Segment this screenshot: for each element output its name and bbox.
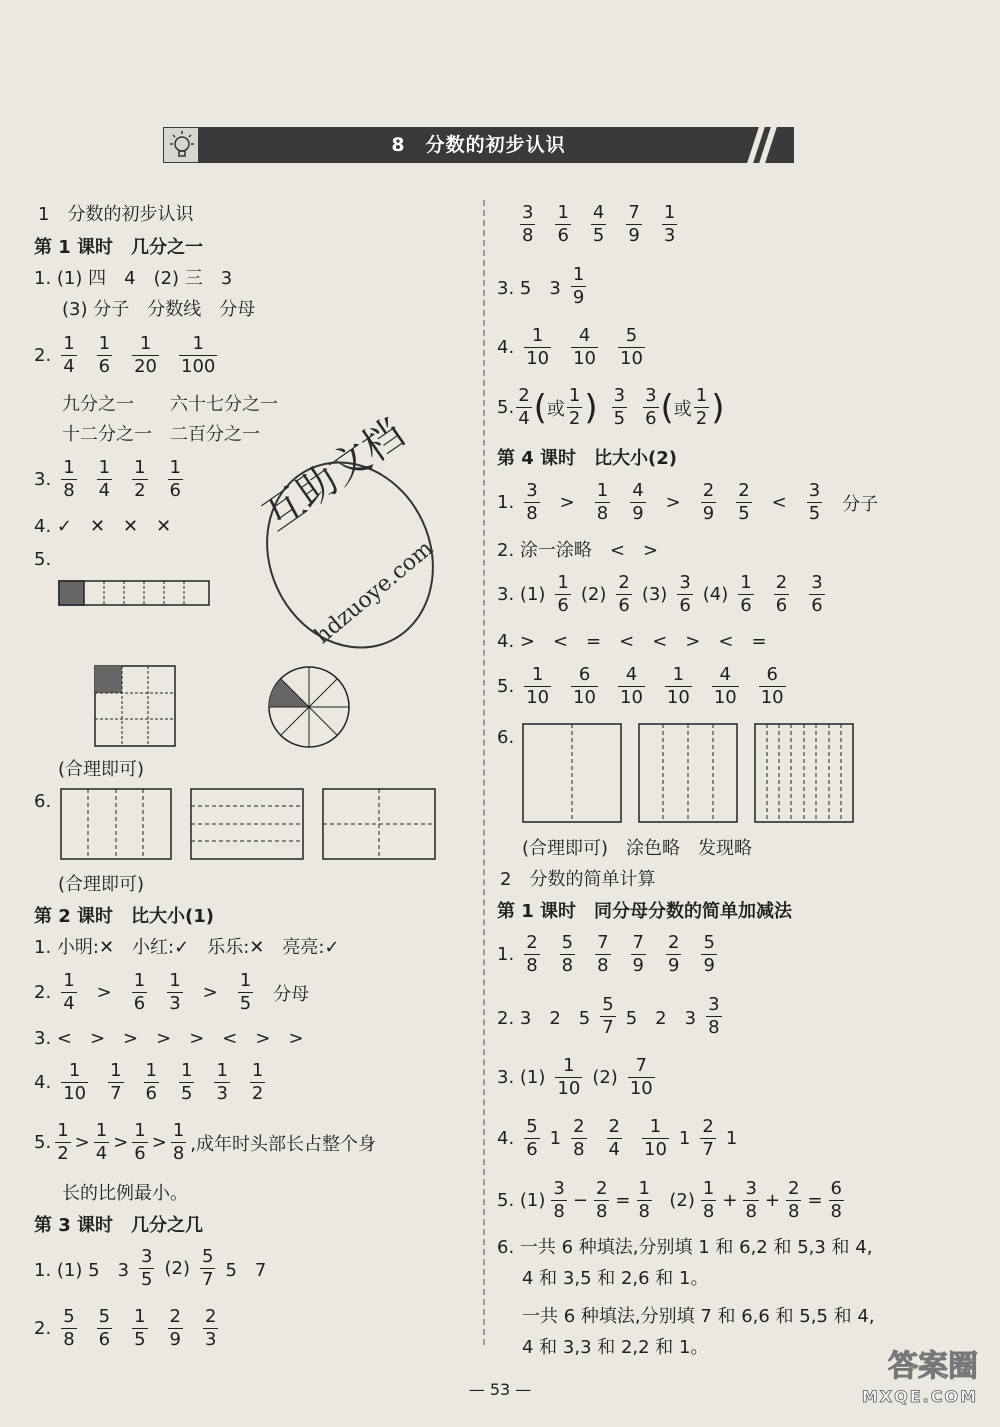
answer-row bbox=[497, 664, 796, 709]
question-number: 4. bbox=[497, 337, 515, 358]
answer-text: 分子 bbox=[842, 493, 879, 515]
fraction: 4 9 bbox=[632, 480, 644, 524]
fraction: 5 10 bbox=[620, 325, 643, 369]
operator: = bbox=[807, 1190, 823, 1211]
fraction: 1 2 bbox=[568, 385, 581, 429]
section-heading: 1 分数的初步认识 bbox=[38, 204, 194, 225]
fraction: 1 10 bbox=[63, 1060, 87, 1104]
note: (合理即可) 涂色略 发现略 bbox=[522, 838, 753, 859]
answer-line: 一共 6 种填法,分别填 7 和 6,6 和 5,5 和 4, bbox=[522, 1306, 875, 1327]
chapter-banner bbox=[163, 127, 794, 163]
answer-text: (2) bbox=[164, 1258, 190, 1279]
answer-line: 4 和 3,3 和 2,2 和 1。 bbox=[522, 1337, 709, 1358]
operator: − bbox=[572, 1190, 588, 1211]
question-number: 3. bbox=[34, 469, 52, 490]
fraction: 1 5 bbox=[239, 970, 252, 1014]
answer-line: 十二分之一 二百分之一 bbox=[62, 424, 260, 445]
answer-text: 3. 5 3 bbox=[497, 277, 561, 299]
fraction: 1 6 bbox=[98, 333, 111, 377]
fraction: $\frac{3}{8}$ bbox=[745, 1178, 757, 1222]
answer-row bbox=[497, 325, 655, 370]
answer-text: 或 bbox=[546, 398, 565, 420]
fraction: 1 5 bbox=[134, 1306, 146, 1350]
fraction: 4 5 bbox=[592, 202, 605, 246]
fraction: 3 8 bbox=[553, 1178, 565, 1222]
rect-split-diagram bbox=[60, 788, 180, 863]
fraction: 2 9 bbox=[169, 1306, 181, 1350]
question-number: 3. (1) bbox=[497, 1067, 546, 1088]
fraction: 1 4 bbox=[63, 970, 75, 1014]
fraction: 6 10 bbox=[760, 664, 784, 708]
question-number: 1. bbox=[497, 944, 515, 965]
answer-row bbox=[497, 264, 596, 309]
fraction: 1 3 bbox=[169, 970, 181, 1014]
fraction: 2 8 bbox=[573, 1116, 585, 1160]
fraction: 1 10 bbox=[557, 1055, 581, 1099]
fraction: 7 9 bbox=[628, 202, 640, 246]
fraction: 1 6 bbox=[740, 572, 752, 616]
fraction: 5 9 bbox=[703, 932, 715, 976]
answer-text: 分母 bbox=[273, 983, 310, 1005]
comparison-sign: > bbox=[96, 982, 112, 1003]
grid-square-diagram bbox=[94, 665, 184, 755]
fraction: 1 3 bbox=[216, 1060, 228, 1104]
fraction: 4 10 bbox=[620, 664, 643, 708]
operator: + bbox=[722, 1190, 738, 1211]
lesson-heading: 第 3 课时 几分之几 bbox=[34, 1215, 204, 1236]
fraction: 4 10 bbox=[713, 664, 737, 708]
fraction: 4 10 bbox=[573, 325, 596, 369]
answer-text: 2. 3 2 5 bbox=[497, 1007, 591, 1029]
comparison-sign: > bbox=[665, 492, 681, 513]
fraction: 1 6 bbox=[145, 1060, 157, 1104]
fraction: 2 4 bbox=[608, 1116, 620, 1160]
fraction: 1 2 bbox=[695, 385, 708, 429]
note: (合理即可) bbox=[58, 759, 145, 780]
rect-split-diagram bbox=[190, 788, 310, 863]
square-eighths-diagram bbox=[754, 723, 864, 828]
fraction: 1 2 bbox=[251, 1060, 264, 1104]
fraction: 5 6 bbox=[526, 1116, 538, 1160]
question-number: 6. bbox=[34, 791, 52, 812]
fraction: 2 5 bbox=[738, 480, 750, 524]
fraction: 1 10 bbox=[666, 664, 690, 708]
strip-diagram bbox=[58, 580, 218, 610]
fraction: 5 7 bbox=[602, 994, 614, 1038]
fraction: 2 3 bbox=[205, 1306, 217, 1350]
fraction: $\frac{2}{8}$ bbox=[595, 1178, 608, 1222]
rect-split-diagram bbox=[322, 788, 442, 863]
answer-row bbox=[510, 202, 687, 247]
fraction: 5 8 bbox=[63, 1306, 75, 1350]
comparison-sign: > bbox=[559, 492, 575, 513]
fraction: 1 10 bbox=[526, 325, 550, 369]
answer-row bbox=[34, 1060, 275, 1105]
fraction: 1 3 bbox=[663, 202, 676, 246]
question-number: 4. bbox=[497, 1128, 515, 1149]
question-number: 5. bbox=[497, 676, 515, 697]
fraction: 1 4 bbox=[98, 457, 111, 501]
answer-text: 1 bbox=[725, 1128, 738, 1149]
fraction: 7 8 bbox=[597, 932, 609, 976]
question-number: 2. bbox=[34, 982, 52, 1003]
fraction: 1 100 bbox=[181, 333, 216, 377]
answer-text: 5 7 bbox=[225, 1259, 267, 1281]
light-bulb-icon bbox=[163, 127, 199, 163]
answer-line: 2. 涂一涂略 < > bbox=[497, 540, 659, 561]
column-divider bbox=[483, 200, 485, 1345]
fraction: 1 8 bbox=[596, 480, 609, 524]
section-heading: 2 分数的简单计算 bbox=[500, 869, 656, 890]
fraction: 1 6 bbox=[557, 202, 569, 246]
fraction: 3 8 bbox=[522, 202, 534, 246]
fraction: 6 10 bbox=[573, 664, 596, 708]
lesson-heading: 第 1 课时 几分之一 bbox=[34, 237, 204, 258]
answer-text: (2) bbox=[669, 1190, 695, 1211]
answer-text: 5 2 3 bbox=[625, 1007, 697, 1029]
fraction: 1 5 bbox=[181, 1060, 193, 1104]
answer-row bbox=[34, 970, 319, 1015]
answer-line: 1. 小明:✕ 小红:✓ 乐乐:✕ 亮亮:✓ bbox=[34, 937, 340, 958]
site-watermark bbox=[861, 1349, 978, 1412]
answer-line: 3. < > > > > < > > bbox=[34, 1028, 304, 1049]
lesson-heading: 第 2 课时 比大小(1) bbox=[34, 906, 215, 927]
answer-line: 1. (1) 四 4 (2) 三 3 bbox=[34, 268, 233, 289]
square-quarters-diagram bbox=[638, 723, 748, 828]
fraction: 2 9 bbox=[668, 932, 680, 976]
answer-text: ,成年时头部长占整个身 bbox=[190, 1133, 377, 1155]
answer-text: 1. (1) 5 3 bbox=[34, 1259, 130, 1281]
answer-line: 九分之一 六十七分之一 bbox=[62, 394, 278, 415]
comparison-sign: > bbox=[202, 982, 218, 1003]
fraction: $\frac{2}{8}$ bbox=[788, 1178, 800, 1222]
answer-text: (2) bbox=[592, 1067, 618, 1088]
answer-line: 4 和 3,5 和 2,6 和 1。 bbox=[522, 1268, 709, 1289]
fraction: 5 8 bbox=[561, 932, 574, 976]
circle-diagram bbox=[267, 665, 357, 755]
fraction: 3 5 bbox=[141, 1246, 153, 1290]
chapter-title: 8 分数的初步认识 bbox=[391, 134, 566, 156]
question-number: 3. bbox=[497, 584, 515, 605]
fraction: 1 10 bbox=[644, 1116, 667, 1160]
fraction: 1 9 bbox=[572, 264, 585, 308]
fraction: 2 4 bbox=[518, 385, 530, 429]
lesson-heading: 第 1 课时 同分母分数的简单加减法 bbox=[497, 901, 793, 922]
question-number: 1. bbox=[497, 492, 515, 513]
lesson-heading: 第 4 课时 比大小(2) bbox=[497, 448, 678, 469]
fraction: 1 8 bbox=[172, 1120, 185, 1164]
fraction: 1 20 bbox=[134, 333, 157, 377]
answer-line: 长的比例最小。 bbox=[62, 1183, 188, 1204]
operator: = bbox=[615, 1190, 631, 1211]
fraction: $\frac{6}{8}$ bbox=[830, 1178, 842, 1222]
question-number: 5. (1) bbox=[497, 1190, 546, 1211]
fraction: 1 6 bbox=[557, 572, 569, 616]
question-number: 2. bbox=[34, 345, 52, 366]
fraction: 1 6 bbox=[134, 1120, 146, 1164]
fraction: 7 9 bbox=[632, 932, 644, 976]
fraction: 3 6 bbox=[811, 572, 823, 616]
fraction: 7 10 bbox=[629, 1055, 653, 1099]
fraction: 1 6 bbox=[133, 970, 146, 1014]
fraction: 3 5 bbox=[808, 480, 821, 524]
answer-row bbox=[34, 333, 227, 378]
square-halves-diagram bbox=[522, 723, 632, 828]
question-number: 5. bbox=[497, 397, 515, 418]
fraction: 1 2 bbox=[134, 457, 146, 501]
answer-row bbox=[34, 1246, 266, 1291]
comparison-sign: < bbox=[771, 492, 787, 513]
watermark-stamp bbox=[240, 410, 470, 675]
answer-row: 5. 1 2 > 1 4 > 1 6 > 1 8 ,成年时头部长占整个身 bbox=[34, 1120, 377, 1164]
question-number: 5. bbox=[34, 1132, 52, 1153]
fraction: 5 6 bbox=[98, 1306, 111, 1350]
fraction: 2 9 bbox=[702, 480, 715, 524]
answer-text: (4) bbox=[702, 584, 729, 605]
operator: + bbox=[764, 1190, 780, 1211]
answer-text: 1 bbox=[549, 1128, 562, 1149]
fraction: 3 6 bbox=[679, 572, 691, 616]
fraction: 3 5 bbox=[613, 385, 626, 429]
answer-row bbox=[497, 1116, 737, 1161]
watermark-main: 答案圈 bbox=[888, 1349, 978, 1384]
fraction: 3 6 bbox=[645, 385, 657, 429]
answer-row bbox=[497, 994, 732, 1039]
stamp-url: hdzuoye.com bbox=[310, 536, 439, 650]
answer-row bbox=[497, 1178, 850, 1223]
fraction: 3 8 bbox=[526, 480, 538, 524]
answer-text: 或 bbox=[673, 398, 692, 420]
answer-line: 4. ✓ ✕ ✕ ✕ bbox=[34, 516, 172, 537]
answer-row bbox=[34, 457, 193, 502]
answer-text: (2) bbox=[580, 584, 607, 605]
fraction: 2 7 bbox=[702, 1116, 714, 1160]
fraction: 1 8 bbox=[702, 1178, 715, 1222]
question-number: 2. bbox=[34, 1318, 52, 1339]
fraction: 2 6 bbox=[618, 572, 630, 616]
note: (合理即可) bbox=[58, 874, 145, 895]
question-number: 4. bbox=[34, 1072, 52, 1093]
watermark-url: MXQE.COM bbox=[861, 1387, 978, 1406]
answer-row bbox=[497, 572, 835, 617]
answer-text: (1) bbox=[519, 584, 546, 605]
fraction: 2 8 bbox=[526, 932, 538, 976]
fraction: 5 7 bbox=[201, 1246, 214, 1290]
answer-line: 6. 一共 6 种填法,分别填 1 和 6,2 和 5,3 和 4, bbox=[497, 1237, 873, 1258]
page-number: — 53 — bbox=[468, 1380, 532, 1399]
fraction: 1 8 bbox=[63, 457, 75, 501]
fraction: 1 4 bbox=[95, 1120, 108, 1164]
answer-line: (3) 分子 分数线 分母 bbox=[62, 299, 256, 320]
question-number: 6. bbox=[497, 727, 515, 748]
answer-row: 5. 2 4 ( 或 1 2 ) 3 5 3 6 ( 或 1 2 ) bbox=[497, 385, 725, 429]
fraction: 1 2 bbox=[57, 1120, 69, 1164]
answer-text: (3) bbox=[641, 584, 668, 605]
fraction: 1 4 bbox=[63, 333, 75, 377]
fraction: 1 10 bbox=[526, 664, 550, 708]
answer-row bbox=[497, 932, 727, 977]
fraction: $\frac{1}{8}$ bbox=[638, 1178, 650, 1222]
answer-row bbox=[497, 480, 888, 525]
fraction: 3 8 bbox=[708, 994, 720, 1038]
fraction: 2 6 bbox=[775, 572, 788, 616]
stamp-text: 互助文档 bbox=[255, 410, 413, 541]
answer-line: 4. > < = < < > < = bbox=[497, 631, 767, 652]
fraction: 1 7 bbox=[110, 1060, 122, 1104]
answer-row bbox=[34, 1306, 228, 1351]
answer-row bbox=[497, 1055, 665, 1100]
question-number: 5. bbox=[34, 549, 52, 570]
answer-text: 1 bbox=[678, 1128, 691, 1149]
fraction: 1 6 bbox=[169, 457, 181, 501]
